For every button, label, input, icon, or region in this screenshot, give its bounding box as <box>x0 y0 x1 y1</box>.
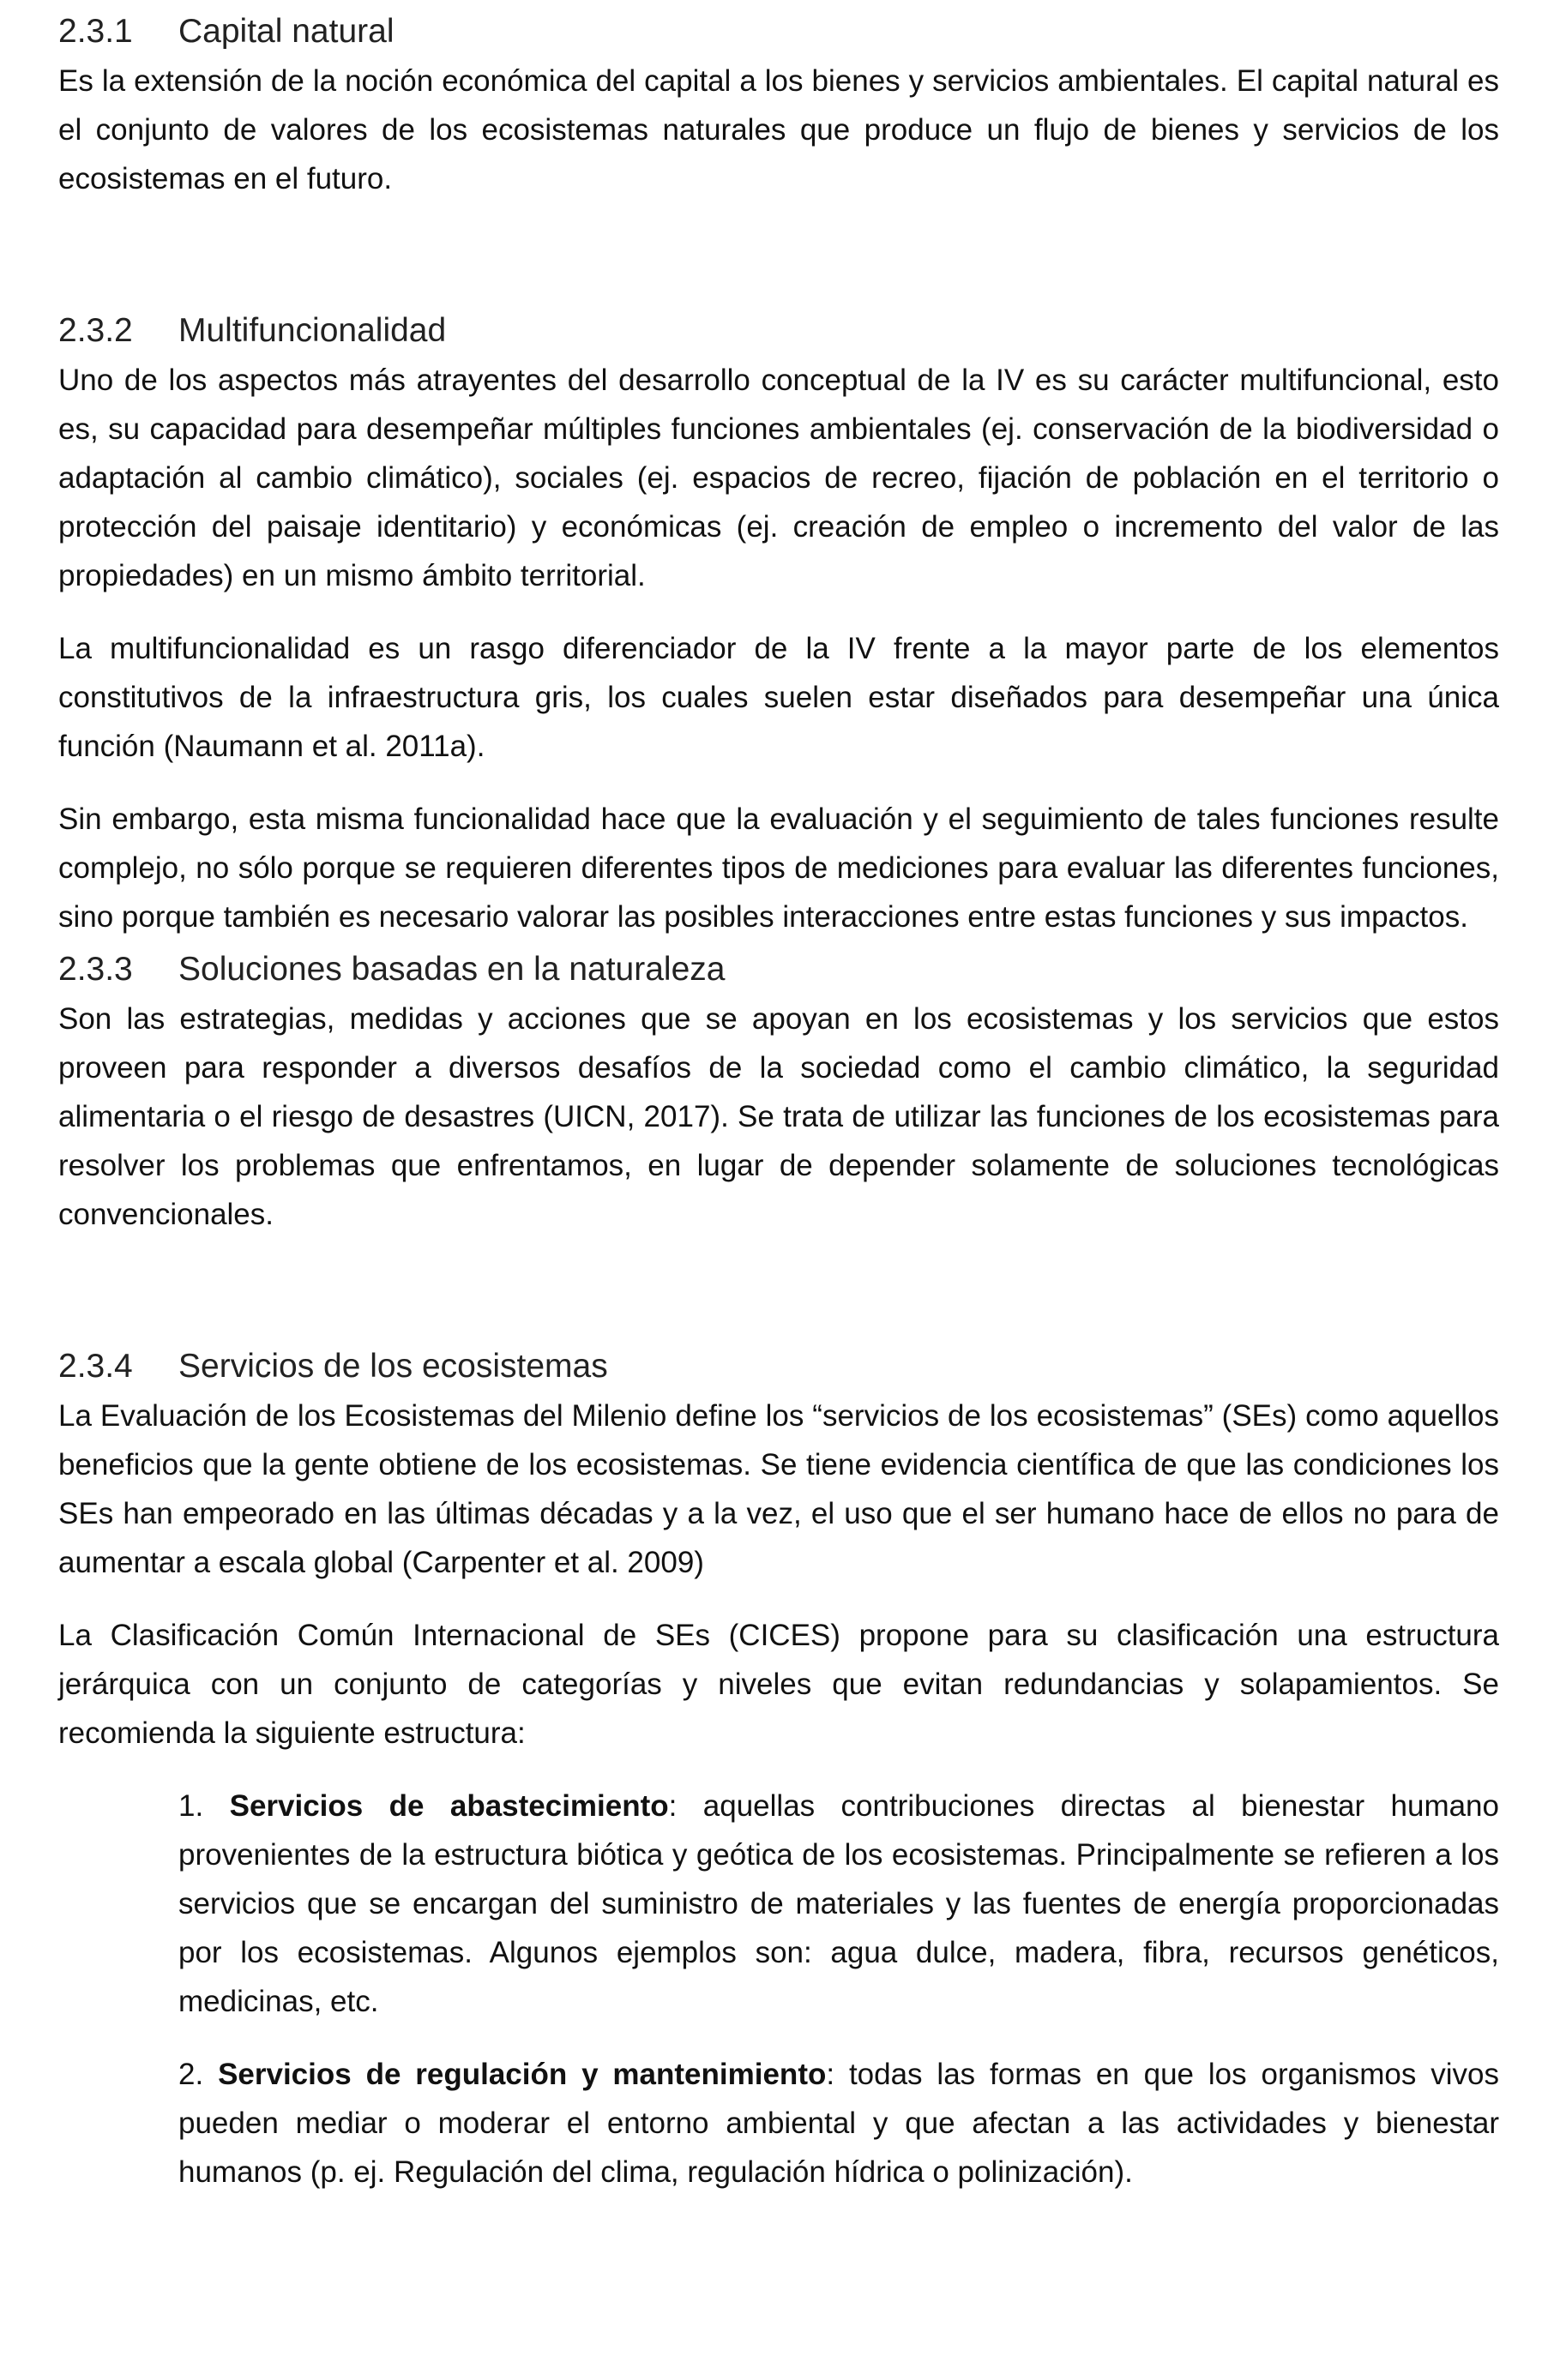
paragraph: La Clasificación Común Internacional de SEs (CICES) propone para su clasificación una estructura jerárquica con un conjunto de categorías y niveles que evitan redundancias y solapamientos. Se recomienda la siguiente estructura: <box>58 1619 1499 1750</box>
list-marker: 1. <box>178 1789 204 1823</box>
section-servicios-ecosistemas <box>58 1342 1499 2197</box>
section-title: Soluciones basadas en la naturaleza <box>178 951 726 988</box>
section-title: Capital natural <box>178 13 395 50</box>
section-title: Servicios de los ecosistemas <box>178 1348 608 1385</box>
list-text: : aquellas contribuciones directas al bienestar humano provenientes de la estructura biótica y geótica de los ecosistemas. Principalmente se refieren a los servicios que se encargan del suministro de materiales y las fuentes de energía proporcionadas por los ecosistemas. Algunos ejemplos son: agua dulce, madera, fibra, recursos genéticos, medicinas, etc. <box>178 1789 1499 2018</box>
spacer <box>58 1587 1499 1611</box>
section-title: Multifuncionalidad <box>178 312 447 349</box>
section-heading <box>58 7 1499 57</box>
paragraph: Es la extensión de la noción económica del capital a los bienes y servicios ambientales. El capital natural es el conjunto de valores de los ecosistemas naturales que produce un flujo de bienes y servicios de los ecosistemas en el futuro. <box>58 64 1499 195</box>
paragraph: La Evaluación de los Ecosistemas del Milenio define los “servicios de los ecosistemas” (SEs) como aquellos beneficios que la gente obtiene de los ecosistemas. Se tiene evidencia científica de que las condiciones los SEs han empeorado en las últimas décadas y a la vez, el uso que el ser humano hace de ellos no para de aumentar a escala global (Carpenter et al. 2009) <box>58 1399 1499 1579</box>
spacer <box>58 1758 1499 1782</box>
paragraph: Sin embargo, esta misma funcionalidad hace que la evaluación y el seguimiento de tales funciones resulte complejo, no sólo porque se requieren diferentes tipos de mediciones para evaluar las diferentes funciones, sino porque también es necesario valorar las posibles interacciones entre estas funciones y sus impactos. <box>58 802 1499 934</box>
list-term: Servicios de abastecimiento <box>229 1789 669 1823</box>
section-soluciones-naturaleza <box>58 945 1499 1239</box>
list-item <box>178 1782 1499 2026</box>
paragraph: Uno de los aspectos más atrayentes del desarrollo conceptual de la IV es su carácter multifuncional, esto es, su capacidad para desempeñar múltiples funciones ambientales (ej. conservación de la biodiversidad o adaptación al cambio climático), sociales (ej. espacios de recreo, fijación de población en el territorio o protección del paisaje identitario) y económicas (ej. creación de empleo o incremento del valor de las propiedades) en un mismo ámbito territorial. <box>58 364 1499 592</box>
section-number: 2.3.4 <box>58 1348 133 1385</box>
spacer <box>58 600 1499 624</box>
spacer <box>58 1239 1499 1342</box>
list-term: Servicios de regulación y mantenimiento <box>218 2058 827 2091</box>
list-text: : todas las formas en que los organismos vivos pueden mediar o moderar el entorno ambiental y que afectan a las actividades y bienestar humanos (p. ej. Regulación del clima, regulación hídrica o polinización). <box>178 2058 1499 2189</box>
section-heading <box>58 945 1499 995</box>
section-multifuncionalidad <box>58 306 1499 941</box>
section-number: 2.3.2 <box>58 312 133 349</box>
spacer <box>58 771 1499 795</box>
document-page <box>58 7 1499 2197</box>
section-heading <box>58 1342 1499 1391</box>
paragraph: Son las estrategias, medidas y acciones que se apoyan en los ecosistemas y los servicios que estos proveen para responder a diversos desafíos de la sociedad como el cambio climático, la seguridad alimentaria o el riesgo de desastres (UICN, 2017). Se trata de utilizar las funciones de los ecosistemas para resolver los problemas que enfrentamos, en lugar de depender solamente de soluciones tecnológicas convencionales. <box>58 1002 1499 1231</box>
section-number: 2.3.1 <box>58 13 133 50</box>
spacer <box>58 203 1499 306</box>
list-marker: 2. <box>178 2058 204 2091</box>
paragraph: La multifuncionalidad es un rasgo diferenciador de la IV frente a la mayor parte de los elementos constitutivos de la infraestructura gris, los cuales suelen estar diseñados para desempeñar una única función (Naumann et al. 2011a). <box>58 632 1499 763</box>
services-list <box>58 1782 1499 2197</box>
section-heading <box>58 306 1499 356</box>
section-number: 2.3.3 <box>58 951 133 988</box>
section-capital-natural <box>58 7 1499 203</box>
list-item <box>178 2050 1499 2197</box>
